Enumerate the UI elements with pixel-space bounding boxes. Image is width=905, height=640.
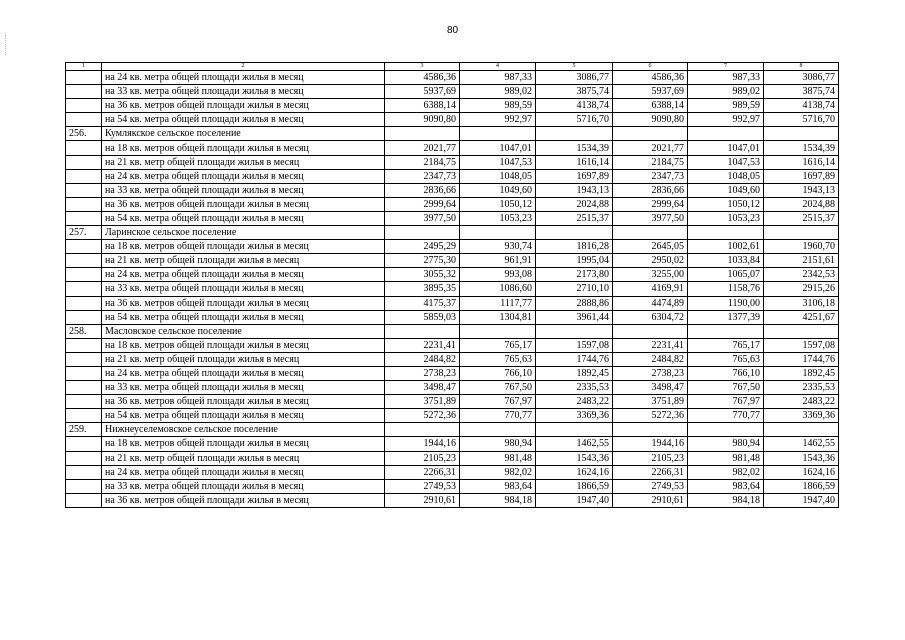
value-cell: 1534,39: [764, 141, 839, 155]
row-number-cell: 259.: [66, 423, 102, 437]
settlement-header-row: [66, 127, 839, 141]
value-cell: 989,59: [688, 99, 764, 113]
value-cell: 2836,66: [613, 183, 688, 197]
description-cell: на 33 кв. метра общей площади жилья в месяц: [102, 282, 385, 296]
value-cell: 1462,55: [764, 437, 839, 451]
row-number-cell: [66, 338, 102, 352]
settlement-name-cell: Ларинское сельское поселение: [102, 226, 385, 240]
value-cell: 2749,53: [385, 479, 460, 493]
value-cell: 2483,22: [764, 395, 839, 409]
value-cell: 980,94: [460, 437, 536, 451]
value-cell: 1892,45: [764, 366, 839, 380]
value-cell: 2484,82: [613, 352, 688, 366]
value-cell: [613, 324, 688, 338]
table-row: [66, 479, 839, 493]
value-cell: 2347,73: [613, 169, 688, 183]
row-number-cell: [66, 296, 102, 310]
description-cell: на 36 кв. метров общей площади жилья в месяц: [102, 493, 385, 507]
value-cell: [613, 423, 688, 437]
row-number-cell: 258.: [66, 324, 102, 338]
value-cell: [688, 226, 764, 240]
description-cell: на 54 кв. метра общей площади жилья в месяц: [102, 409, 385, 423]
value-cell: 1053,23: [460, 211, 536, 225]
table-row: [66, 268, 839, 282]
value-cell: 767,50: [688, 381, 764, 395]
value-cell: 1050,12: [460, 197, 536, 211]
description-cell: на 54 кв. метра общей площади жилья в месяц: [102, 113, 385, 127]
description-cell: на 18 кв. метров общей площади жилья в месяц: [102, 338, 385, 352]
value-cell: 1947,40: [536, 493, 613, 507]
value-cell: 4138,74: [536, 99, 613, 113]
value-cell: 984,18: [688, 493, 764, 507]
column-header: 5: [536, 63, 613, 71]
value-cell: 2021,77: [385, 141, 460, 155]
value-cell: 5859,03: [385, 310, 460, 324]
table-row: [66, 211, 839, 225]
value-cell: 3369,36: [536, 409, 613, 423]
value-cell: 993,08: [460, 268, 536, 282]
value-cell: 3106,18: [764, 296, 839, 310]
value-cell: 4251,67: [764, 310, 839, 324]
value-cell: 2021,77: [613, 141, 688, 155]
value-cell: 2266,31: [613, 465, 688, 479]
table-row: [66, 183, 839, 197]
row-number-cell: [66, 465, 102, 479]
value-cell: 1304,81: [460, 310, 536, 324]
value-cell: 1050,12: [688, 197, 764, 211]
table-body: [66, 63, 839, 508]
row-number-cell: [66, 381, 102, 395]
value-cell: 3086,77: [764, 71, 839, 85]
value-cell: 4138,74: [764, 99, 839, 113]
value-cell: 1047,01: [688, 141, 764, 155]
description-cell: на 33 кв. метра общей площади жилья в месяц: [102, 85, 385, 99]
value-cell: 2915,26: [764, 282, 839, 296]
value-cell: [764, 127, 839, 141]
value-cell: [764, 324, 839, 338]
column-header: 3: [385, 63, 460, 71]
table-row: [66, 155, 839, 169]
description-cell: на 54 кв. метра общей площади жилья в месяц: [102, 211, 385, 225]
value-cell: 2483,22: [536, 395, 613, 409]
value-cell: 1002,61: [688, 240, 764, 254]
value-cell: 2184,75: [385, 155, 460, 169]
row-number-cell: [66, 113, 102, 127]
description-cell: на 33 кв. метра общей площади жилья в месяц: [102, 479, 385, 493]
value-cell: 3055,32: [385, 268, 460, 282]
value-cell: [613, 226, 688, 240]
value-cell: 1053,23: [688, 211, 764, 225]
value-cell: 767,50: [460, 381, 536, 395]
value-cell: 1158,76: [688, 282, 764, 296]
table-row: [66, 395, 839, 409]
value-cell: 3255,00: [613, 268, 688, 282]
value-cell: 930,74: [460, 240, 536, 254]
value-cell: 2173,80: [536, 268, 613, 282]
value-cell: 4175,37: [385, 296, 460, 310]
value-cell: 2184,75: [613, 155, 688, 169]
value-cell: 766,10: [688, 366, 764, 380]
table-row: [66, 437, 839, 451]
description-cell: на 21 кв. метр общей площади жилья в месяц: [102, 155, 385, 169]
value-cell: 1947,40: [764, 493, 839, 507]
table-row: [66, 169, 839, 183]
value-cell: 1190,00: [688, 296, 764, 310]
row-number-cell: [66, 395, 102, 409]
column-header: 7: [688, 63, 764, 71]
row-number-cell: 256.: [66, 127, 102, 141]
value-cell: 2515,37: [764, 211, 839, 225]
value-cell: 4169,91: [613, 282, 688, 296]
row-number-cell: [66, 71, 102, 85]
row-number-cell: [66, 141, 102, 155]
value-cell: [536, 324, 613, 338]
value-cell: 2105,23: [385, 451, 460, 465]
table-row: [66, 85, 839, 99]
value-cell: 2495,29: [385, 240, 460, 254]
value-cell: 5937,69: [385, 85, 460, 99]
value-cell: 992,97: [688, 113, 764, 127]
value-cell: 1697,89: [764, 169, 839, 183]
value-cell: 1624,16: [764, 465, 839, 479]
description-cell: на 24 кв. метра общей площади жилья в месяц: [102, 268, 385, 282]
row-number-cell: [66, 366, 102, 380]
value-cell: 5272,36: [613, 409, 688, 423]
table-row: [66, 254, 839, 268]
value-cell: 3498,47: [613, 381, 688, 395]
value-cell: 983,64: [460, 479, 536, 493]
data-table: [65, 62, 839, 508]
value-cell: 2515,37: [536, 211, 613, 225]
value-cell: 2151,61: [764, 254, 839, 268]
value-cell: 982,02: [460, 465, 536, 479]
value-cell: 5716,70: [536, 113, 613, 127]
margin-marks: [5, 35, 8, 55]
value-cell: 1534,39: [536, 141, 613, 155]
value-cell: 980,94: [688, 437, 764, 451]
value-cell: 5716,70: [764, 113, 839, 127]
description-cell: на 36 кв. метров общей площади жилья в месяц: [102, 197, 385, 211]
value-cell: 987,33: [688, 71, 764, 85]
value-cell: 2999,64: [613, 197, 688, 211]
table-row: [66, 465, 839, 479]
value-cell: 2347,73: [385, 169, 460, 183]
value-cell: 1597,08: [536, 338, 613, 352]
value-cell: 3977,50: [385, 211, 460, 225]
value-cell: 2335,53: [764, 381, 839, 395]
settlement-name-cell: Кумлякское сельское поселение: [102, 127, 385, 141]
description-cell: на 36 кв. метров общей площади жилья в месяц: [102, 395, 385, 409]
description-cell: на 21 кв. метр общей площади жилья в месяц: [102, 254, 385, 268]
row-number-cell: [66, 211, 102, 225]
value-cell: 3977,50: [613, 211, 688, 225]
table-row: [66, 113, 839, 127]
value-cell: 1616,14: [764, 155, 839, 169]
page-number: 80: [446, 25, 459, 36]
description-cell: на 36 кв. метров общей площади жилья в месяц: [102, 296, 385, 310]
value-cell: 2024,88: [764, 197, 839, 211]
row-number-cell: [66, 479, 102, 493]
value-cell: 1816,28: [536, 240, 613, 254]
row-number-cell: [66, 155, 102, 169]
value-cell: 1866,59: [764, 479, 839, 493]
value-cell: 3875,74: [764, 85, 839, 99]
value-cell: 4586,36: [385, 71, 460, 85]
value-cell: 1048,05: [688, 169, 764, 183]
settlement-name-cell: Нижнеуселемовское сельское поселение: [102, 423, 385, 437]
row-number-cell: [66, 493, 102, 507]
table-row: [66, 352, 839, 366]
table-row: [66, 366, 839, 380]
description-cell: на 33 кв. метра общей площади жилья в месяц: [102, 183, 385, 197]
value-cell: 2888,86: [536, 296, 613, 310]
description-cell: на 18 кв. метров общей площади жилья в месяц: [102, 437, 385, 451]
value-cell: 983,64: [688, 479, 764, 493]
value-cell: 2484,82: [385, 352, 460, 366]
value-cell: 3369,36: [764, 409, 839, 423]
value-cell: 1047,01: [460, 141, 536, 155]
column-header: 8: [764, 63, 839, 71]
table-row: [66, 71, 839, 85]
value-cell: 767,97: [460, 395, 536, 409]
value-cell: 982,02: [688, 465, 764, 479]
row-number-cell: [66, 183, 102, 197]
settlement-header-row: [66, 226, 839, 240]
value-cell: 2950,02: [613, 254, 688, 268]
settlement-header-row: [66, 324, 839, 338]
row-number-cell: [66, 254, 102, 268]
value-cell: 3875,74: [536, 85, 613, 99]
value-cell: [460, 226, 536, 240]
value-cell: 770,77: [460, 409, 536, 423]
value-cell: 3961,44: [536, 310, 613, 324]
value-cell: [764, 423, 839, 437]
description-cell: на 54 кв. метра общей площади жилья в месяц: [102, 310, 385, 324]
description-cell: на 21 кв. метр общей площади жилья в месяц: [102, 352, 385, 366]
value-cell: [385, 127, 460, 141]
table-row: [66, 99, 839, 113]
value-cell: 9090,80: [385, 113, 460, 127]
value-cell: 989,02: [460, 85, 536, 99]
description-cell: на 24 кв. метра общей площади жилья в месяц: [102, 71, 385, 85]
value-cell: 1377,39: [688, 310, 764, 324]
value-cell: [688, 423, 764, 437]
table-row: [66, 381, 839, 395]
table-row: [66, 493, 839, 507]
value-cell: 981,48: [688, 451, 764, 465]
row-number-cell: 257.: [66, 226, 102, 240]
value-cell: 767,97: [688, 395, 764, 409]
value-cell: 2231,41: [385, 338, 460, 352]
value-cell: 2749,53: [613, 479, 688, 493]
row-number-cell: [66, 85, 102, 99]
value-cell: 1943,13: [536, 183, 613, 197]
value-cell: [385, 324, 460, 338]
value-cell: 765,17: [688, 338, 764, 352]
value-cell: 765,63: [460, 352, 536, 366]
value-cell: 765,63: [688, 352, 764, 366]
table-row: [66, 141, 839, 155]
row-number-cell: [66, 240, 102, 254]
value-cell: 1866,59: [536, 479, 613, 493]
column-header: 2: [102, 63, 385, 71]
value-cell: 1047,53: [460, 155, 536, 169]
description-cell: на 21 кв. метр общей площади жилья в месяц: [102, 451, 385, 465]
value-cell: 2645,05: [613, 240, 688, 254]
value-cell: [688, 324, 764, 338]
value-cell: 1960,70: [764, 240, 839, 254]
value-cell: [536, 226, 613, 240]
value-cell: 1543,36: [536, 451, 613, 465]
value-cell: 3895,35: [385, 282, 460, 296]
value-cell: 2775,30: [385, 254, 460, 268]
table-row: [66, 338, 839, 352]
value-cell: 1995,04: [536, 254, 613, 268]
value-cell: 2999,64: [385, 197, 460, 211]
description-cell: на 36 кв. метров общей площади жилья в месяц: [102, 99, 385, 113]
value-cell: [460, 423, 536, 437]
table-row: [66, 197, 839, 211]
table-row: [66, 451, 839, 465]
value-cell: 5272,36: [385, 409, 460, 423]
value-cell: 1892,45: [536, 366, 613, 380]
value-cell: 9090,80: [613, 113, 688, 127]
value-cell: 1065,07: [688, 268, 764, 282]
value-cell: [536, 423, 613, 437]
value-cell: 1744,76: [536, 352, 613, 366]
value-cell: 1616,14: [536, 155, 613, 169]
value-cell: 4474,89: [613, 296, 688, 310]
value-cell: [385, 226, 460, 240]
value-cell: 2266,31: [385, 465, 460, 479]
value-cell: [460, 324, 536, 338]
value-cell: 1624,16: [536, 465, 613, 479]
table-row: [66, 296, 839, 310]
table-row: [66, 409, 839, 423]
value-cell: 2738,23: [385, 366, 460, 380]
value-cell: 766,10: [460, 366, 536, 380]
value-cell: 2024,88: [536, 197, 613, 211]
column-header: 1: [66, 63, 102, 71]
row-number-cell: [66, 409, 102, 423]
value-cell: 1047,53: [688, 155, 764, 169]
value-cell: 981,48: [460, 451, 536, 465]
value-cell: 6388,14: [385, 99, 460, 113]
value-cell: 2710,10: [536, 282, 613, 296]
table-row: [66, 310, 839, 324]
value-cell: 2910,61: [613, 493, 688, 507]
value-cell: 2910,61: [385, 493, 460, 507]
value-cell: 1048,05: [460, 169, 536, 183]
value-cell: 992,97: [460, 113, 536, 127]
value-cell: [385, 423, 460, 437]
row-number-cell: [66, 99, 102, 113]
column-header: 4: [460, 63, 536, 71]
column-number-header: [66, 63, 839, 71]
value-cell: 3751,89: [385, 395, 460, 409]
value-cell: [460, 127, 536, 141]
row-number-cell: [66, 169, 102, 183]
value-cell: [764, 226, 839, 240]
column-header: 6: [613, 63, 688, 71]
value-cell: 765,17: [460, 338, 536, 352]
value-cell: 1462,55: [536, 437, 613, 451]
value-cell: 3751,89: [613, 395, 688, 409]
value-cell: [613, 127, 688, 141]
value-cell: 1543,36: [764, 451, 839, 465]
value-cell: 1117,77: [460, 296, 536, 310]
settlement-header-row: [66, 423, 839, 437]
value-cell: 2231,41: [613, 338, 688, 352]
value-cell: [536, 127, 613, 141]
value-cell: 1944,16: [385, 437, 460, 451]
value-cell: 2342,53: [764, 268, 839, 282]
value-cell: [688, 127, 764, 141]
row-number-cell: [66, 451, 102, 465]
description-cell: на 24 кв. метра общей площади жилья в месяц: [102, 465, 385, 479]
value-cell: 5937,69: [613, 85, 688, 99]
value-cell: 1744,76: [764, 352, 839, 366]
value-cell: 961,91: [460, 254, 536, 268]
value-cell: 1597,08: [764, 338, 839, 352]
value-cell: 2738,23: [613, 366, 688, 380]
row-number-cell: [66, 268, 102, 282]
value-cell: 989,02: [688, 85, 764, 99]
description-cell: на 24 кв. метра общей площади жилья в месяц: [102, 169, 385, 183]
value-cell: 3498,47: [385, 381, 460, 395]
value-cell: 770,77: [688, 409, 764, 423]
value-cell: 987,33: [460, 71, 536, 85]
value-cell: 1944,16: [613, 437, 688, 451]
settlement-name-cell: Масловское сельское поселение: [102, 324, 385, 338]
value-cell: 1049,60: [460, 183, 536, 197]
row-number-cell: [66, 282, 102, 296]
row-number-cell: [66, 197, 102, 211]
value-cell: 1943,13: [764, 183, 839, 197]
value-cell: 2335,53: [536, 381, 613, 395]
value-cell: 2836,66: [385, 183, 460, 197]
description-cell: на 18 кв. метров общей площади жилья в месяц: [102, 240, 385, 254]
description-cell: на 24 кв. метра общей площади жилья в месяц: [102, 366, 385, 380]
value-cell: 1049,60: [688, 183, 764, 197]
value-cell: 984,18: [460, 493, 536, 507]
value-cell: 3086,77: [536, 71, 613, 85]
value-cell: 2105,23: [613, 451, 688, 465]
value-cell: 6304,72: [613, 310, 688, 324]
value-cell: 1033,84: [688, 254, 764, 268]
value-cell: 1086,60: [460, 282, 536, 296]
description-cell: на 33 кв. метра общей площади жилья в месяц: [102, 381, 385, 395]
value-cell: 1697,89: [536, 169, 613, 183]
description-cell: на 18 кв. метров общей площади жилья в месяц: [102, 141, 385, 155]
value-cell: 4586,36: [613, 71, 688, 85]
row-number-cell: [66, 437, 102, 451]
table-row: [66, 240, 839, 254]
row-number-cell: [66, 352, 102, 366]
table-row: [66, 282, 839, 296]
value-cell: 989,59: [460, 99, 536, 113]
value-cell: 6388,14: [613, 99, 688, 113]
row-number-cell: [66, 310, 102, 324]
